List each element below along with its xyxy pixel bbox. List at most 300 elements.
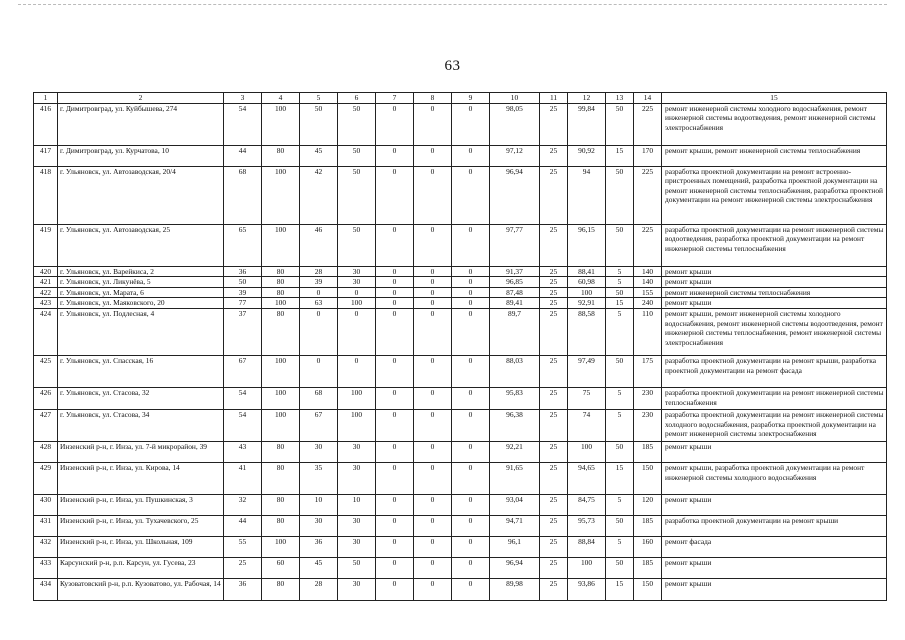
col9-cell: 0 [452, 515, 490, 536]
col3-cell: 32 [224, 494, 262, 515]
col13-cell: 50 [606, 166, 634, 224]
col14-cell: 185 [634, 557, 662, 578]
col9-cell: 0 [452, 287, 490, 298]
col13-cell: 50 [606, 515, 634, 536]
col13-cell: 5 [606, 387, 634, 409]
col7-cell: 0 [376, 103, 414, 145]
col6-cell: 50 [338, 166, 376, 224]
col7-cell: 0 [376, 515, 414, 536]
col10-cell: 94,71 [490, 515, 540, 536]
col14-cell: 230 [634, 409, 662, 441]
col12-cell: 88,58 [568, 308, 606, 355]
col5-cell: 10 [300, 494, 338, 515]
col12-cell: 96,15 [568, 224, 606, 266]
col9-cell: 0 [452, 266, 490, 277]
works-description-cell: ремонт крыши [662, 557, 887, 578]
col12-cell: 94 [568, 166, 606, 224]
col11-cell: 25 [540, 387, 568, 409]
col5-cell: 68 [300, 387, 338, 409]
col4-cell: 80 [262, 494, 300, 515]
row-number: 425 [34, 355, 58, 387]
col11-cell: 25 [540, 536, 568, 557]
col3-cell: 54 [224, 103, 262, 145]
col6-cell: 100 [338, 409, 376, 441]
col8-cell: 0 [414, 103, 452, 145]
col10-cell: 91,37 [490, 266, 540, 277]
col6-cell: 30 [338, 515, 376, 536]
col6-cell: 100 [338, 387, 376, 409]
col14-cell: 185 [634, 515, 662, 536]
col14-cell: 230 [634, 387, 662, 409]
row-number: 416 [34, 103, 58, 145]
table-row [34, 409, 887, 441]
col8-cell: 0 [414, 277, 452, 288]
col8-cell: 0 [414, 166, 452, 224]
table-row [34, 355, 887, 387]
table-body [34, 103, 887, 600]
col14-cell: 140 [634, 266, 662, 277]
address-cell: Инзенский р-н, г. Инза, ул. Пушкинская, 3 [58, 494, 224, 515]
col11-cell: 25 [540, 145, 568, 166]
col9-cell: 0 [452, 462, 490, 494]
col11-cell: 25 [540, 515, 568, 536]
col6-cell: 30 [338, 462, 376, 494]
col4-cell: 60 [262, 557, 300, 578]
col3-cell: 41 [224, 462, 262, 494]
works-description-cell: ремонт крыши, ремонт инженерной системы холодного водоснабжения, ремонт инженерной системы водоотведения, ремонт инженерной системы теплоснабжения, ремонт инженерной системы электроснабжения [662, 308, 887, 355]
col8-cell: 0 [414, 387, 452, 409]
page-number: 63 [444, 58, 461, 74]
col14-cell: 185 [634, 441, 662, 462]
col12-cell: 100 [568, 287, 606, 298]
col5-cell: 39 [300, 277, 338, 288]
col7-cell: 0 [376, 355, 414, 387]
col5-cell: 30 [300, 441, 338, 462]
table-row [34, 166, 887, 224]
col3-cell: 37 [224, 308, 262, 355]
address-cell: г. Ульяновск, ул. Автозаводская, 20/4 [58, 166, 224, 224]
works-description-cell: ремонт крыши [662, 441, 887, 462]
col3-cell: 43 [224, 441, 262, 462]
works-description-cell: ремонт крыши, ремонт инженерной системы теплоснабжения [662, 145, 887, 166]
col5-cell: 0 [300, 287, 338, 298]
col12-cell: 94,65 [568, 462, 606, 494]
address-cell: г. Ульяновск, ул. Маяковского, 20 [58, 298, 224, 309]
col4-cell: 80 [262, 462, 300, 494]
col12-cell: 84,75 [568, 494, 606, 515]
col14-cell: 225 [634, 224, 662, 266]
column-header: 9 [452, 93, 490, 104]
col10-cell: 95,83 [490, 387, 540, 409]
col11-cell: 25 [540, 298, 568, 309]
col3-cell: 25 [224, 557, 262, 578]
col10-cell: 96,1 [490, 536, 540, 557]
table-row [34, 515, 887, 536]
col9-cell: 0 [452, 578, 490, 600]
col9-cell: 0 [452, 224, 490, 266]
address-cell: Карсунский р-н, р.п. Карсун, ул. Гусева, 23 [58, 557, 224, 578]
address-cell: г. Ульяновск, ул. Стасова, 34 [58, 409, 224, 441]
col4-cell: 80 [262, 287, 300, 298]
col7-cell: 0 [376, 224, 414, 266]
column-header: 1 [34, 93, 58, 104]
col4-cell: 100 [262, 409, 300, 441]
col3-cell: 77 [224, 298, 262, 309]
col13-cell: 5 [606, 308, 634, 355]
col7-cell: 0 [376, 387, 414, 409]
col5-cell: 46 [300, 224, 338, 266]
col4-cell: 80 [262, 145, 300, 166]
address-cell: г. Ульяновск, ул. Ликунёва, 5 [58, 277, 224, 288]
col9-cell: 0 [452, 103, 490, 145]
col13-cell: 5 [606, 266, 634, 277]
col12-cell: 99,84 [568, 103, 606, 145]
col6-cell: 30 [338, 277, 376, 288]
col6-cell: 0 [338, 355, 376, 387]
table-row [34, 462, 887, 494]
col3-cell: 50 [224, 277, 262, 288]
col9-cell: 0 [452, 387, 490, 409]
col8-cell: 0 [414, 462, 452, 494]
col7-cell: 0 [376, 308, 414, 355]
col12-cell: 60,98 [568, 277, 606, 288]
works-description-cell: ремонт инженерной системы холодного водоснабжения, ремонт инженерной системы водоотведения, ремонт инженерной системы электроснабжения [662, 103, 887, 145]
col4-cell: 100 [262, 103, 300, 145]
col8-cell: 0 [414, 536, 452, 557]
col12-cell: 97,49 [568, 355, 606, 387]
col10-cell: 93,04 [490, 494, 540, 515]
column-header: 13 [606, 93, 634, 104]
col9-cell: 0 [452, 145, 490, 166]
address-cell: г. Ульяновск, ул. Автозаводская, 25 [58, 224, 224, 266]
col11-cell: 25 [540, 103, 568, 145]
col9-cell: 0 [452, 409, 490, 441]
col5-cell: 42 [300, 166, 338, 224]
col12-cell: 95,73 [568, 515, 606, 536]
works-description-cell: разработка проектной документации на ремонт инженерной системы теплоснабжения [662, 387, 887, 409]
col7-cell: 0 [376, 536, 414, 557]
address-cell: Инзенский р-н, г. Инза, ул. Школьная, 109 [58, 536, 224, 557]
column-header: 7 [376, 93, 414, 104]
col14-cell: 120 [634, 494, 662, 515]
col11-cell: 25 [540, 578, 568, 600]
table-row [34, 277, 887, 288]
col7-cell: 0 [376, 277, 414, 288]
col7-cell: 0 [376, 298, 414, 309]
address-cell: г. Ульяновск, ул. Стасова, 32 [58, 387, 224, 409]
table-row [34, 494, 887, 515]
address-cell: Инзенский р-н, г. Инза, ул. Тухачевского, 25 [58, 515, 224, 536]
row-number: 429 [34, 462, 58, 494]
table-row [34, 224, 887, 266]
column-header: 15 [662, 93, 887, 104]
col4-cell: 80 [262, 266, 300, 277]
col7-cell: 0 [376, 166, 414, 224]
works-description-cell: ремонт крыши [662, 298, 887, 309]
col5-cell: 45 [300, 145, 338, 166]
col8-cell: 0 [414, 145, 452, 166]
col9-cell: 0 [452, 355, 490, 387]
address-cell: г. Димитровград, ул. Куйбышева, 274 [58, 103, 224, 145]
col12-cell: 88,84 [568, 536, 606, 557]
col13-cell: 5 [606, 494, 634, 515]
col10-cell: 89,41 [490, 298, 540, 309]
col8-cell: 0 [414, 494, 452, 515]
table-row [34, 308, 887, 355]
col10-cell: 96,94 [490, 557, 540, 578]
col13-cell: 50 [606, 355, 634, 387]
col7-cell: 0 [376, 462, 414, 494]
col10-cell: 89,7 [490, 308, 540, 355]
row-number: 418 [34, 166, 58, 224]
row-number: 417 [34, 145, 58, 166]
works-description-cell: разработка проектной документации на ремонт инженерной системы водоотведения, разработка проектной документации на ремонт инженерной системы теплоснабжения [662, 224, 887, 266]
col13-cell: 15 [606, 462, 634, 494]
col12-cell: 100 [568, 441, 606, 462]
col10-cell: 98,05 [490, 103, 540, 145]
col4-cell: 100 [262, 387, 300, 409]
address-cell: г. Ульяновск, ул. Подлесная, 4 [58, 308, 224, 355]
col3-cell: 67 [224, 355, 262, 387]
col13-cell: 15 [606, 578, 634, 600]
col7-cell: 0 [376, 145, 414, 166]
col13-cell: 50 [606, 103, 634, 145]
address-cell: Кузоватовский р-н, р.п. Кузоватово, ул. Рабочая, 14 [58, 578, 224, 600]
works-description-cell: ремонт крыши [662, 277, 887, 288]
col5-cell: 28 [300, 266, 338, 277]
col3-cell: 55 [224, 536, 262, 557]
col11-cell: 25 [540, 277, 568, 288]
row-number: 433 [34, 557, 58, 578]
col3-cell: 36 [224, 578, 262, 600]
column-header: 10 [490, 93, 540, 104]
col14-cell: 240 [634, 298, 662, 309]
col5-cell: 30 [300, 515, 338, 536]
column-header: 4 [262, 93, 300, 104]
works-description-cell: ремонт инженерной системы теплоснабжения [662, 287, 887, 298]
col4-cell: 80 [262, 578, 300, 600]
col11-cell: 25 [540, 224, 568, 266]
col5-cell: 67 [300, 409, 338, 441]
col10-cell: 87,48 [490, 287, 540, 298]
row-number: 428 [34, 441, 58, 462]
works-description-cell: разработка проектной документации на ремонт встроенно-пристроенных помещений, разработка проектной документации на ремонт инженерной системы теплоснабжения, разработка проектной документации на ремонт инженерной системы электроснабжения [662, 166, 887, 224]
col10-cell: 96,85 [490, 277, 540, 288]
col14-cell: 150 [634, 578, 662, 600]
col6-cell: 0 [338, 308, 376, 355]
column-number-row [34, 93, 887, 104]
row-number: 434 [34, 578, 58, 600]
column-header: 12 [568, 93, 606, 104]
col9-cell: 0 [452, 536, 490, 557]
col4-cell: 80 [262, 441, 300, 462]
col5-cell: 0 [300, 308, 338, 355]
col5-cell: 45 [300, 557, 338, 578]
col8-cell: 0 [414, 287, 452, 298]
col11-cell: 25 [540, 266, 568, 277]
table-row [34, 298, 887, 309]
col4-cell: 100 [262, 166, 300, 224]
col3-cell: 44 [224, 145, 262, 166]
col4-cell: 80 [262, 308, 300, 355]
row-number: 427 [34, 409, 58, 441]
col10-cell: 89,98 [490, 578, 540, 600]
col4-cell: 80 [262, 277, 300, 288]
table-row [34, 145, 887, 166]
table-row [34, 387, 887, 409]
repair-program-table [33, 92, 887, 601]
col8-cell: 0 [414, 515, 452, 536]
col6-cell: 50 [338, 557, 376, 578]
col3-cell: 36 [224, 266, 262, 277]
col12-cell: 74 [568, 409, 606, 441]
col11-cell: 25 [540, 166, 568, 224]
col6-cell: 50 [338, 224, 376, 266]
row-number: 420 [34, 266, 58, 277]
col7-cell: 0 [376, 266, 414, 277]
col8-cell: 0 [414, 557, 452, 578]
col9-cell: 0 [452, 441, 490, 462]
col14-cell: 170 [634, 145, 662, 166]
col14-cell: 225 [634, 166, 662, 224]
col6-cell: 100 [338, 298, 376, 309]
col10-cell: 96,38 [490, 409, 540, 441]
col6-cell: 30 [338, 536, 376, 557]
col9-cell: 0 [452, 308, 490, 355]
col14-cell: 110 [634, 308, 662, 355]
col10-cell: 91,65 [490, 462, 540, 494]
row-number: 422 [34, 287, 58, 298]
col12-cell: 90,92 [568, 145, 606, 166]
col6-cell: 30 [338, 266, 376, 277]
address-cell: Инзенский р-н, г. Инза, ул. 7-й микрорайон, 39 [58, 441, 224, 462]
col11-cell: 25 [540, 355, 568, 387]
col7-cell: 0 [376, 441, 414, 462]
col4-cell: 100 [262, 298, 300, 309]
table-row [34, 103, 887, 145]
row-number: 430 [34, 494, 58, 515]
works-description-cell: разработка проектной документации на ремонт инженерной системы холодного водоснабжения, разработка проектной документации на ремонт инженерной системы электроснабжения [662, 409, 887, 441]
table-row [34, 441, 887, 462]
column-header: 11 [540, 93, 568, 104]
row-number: 419 [34, 224, 58, 266]
col8-cell: 0 [414, 224, 452, 266]
col12-cell: 92,91 [568, 298, 606, 309]
column-header: 6 [338, 93, 376, 104]
table-row [34, 287, 887, 298]
col3-cell: 65 [224, 224, 262, 266]
col7-cell: 0 [376, 287, 414, 298]
col10-cell: 97,12 [490, 145, 540, 166]
col12-cell: 100 [568, 557, 606, 578]
col3-cell: 39 [224, 287, 262, 298]
col14-cell: 175 [634, 355, 662, 387]
col6-cell: 50 [338, 145, 376, 166]
col13-cell: 50 [606, 224, 634, 266]
col3-cell: 68 [224, 166, 262, 224]
col5-cell: 28 [300, 578, 338, 600]
column-header: 3 [224, 93, 262, 104]
row-number: 424 [34, 308, 58, 355]
col8-cell: 0 [414, 441, 452, 462]
col11-cell: 25 [540, 462, 568, 494]
col12-cell: 75 [568, 387, 606, 409]
col4-cell: 100 [262, 355, 300, 387]
table-row [34, 536, 887, 557]
col11-cell: 25 [540, 409, 568, 441]
col11-cell: 25 [540, 287, 568, 298]
col10-cell: 96,94 [490, 166, 540, 224]
scan-top-edge [18, 4, 887, 5]
col9-cell: 0 [452, 557, 490, 578]
col5-cell: 35 [300, 462, 338, 494]
col7-cell: 0 [376, 494, 414, 515]
col4-cell: 100 [262, 224, 300, 266]
col9-cell: 0 [452, 298, 490, 309]
row-number: 421 [34, 277, 58, 288]
col10-cell: 92,21 [490, 441, 540, 462]
col8-cell: 0 [414, 578, 452, 600]
table-row [34, 266, 887, 277]
col8-cell: 0 [414, 298, 452, 309]
col11-cell: 25 [540, 441, 568, 462]
col8-cell: 0 [414, 266, 452, 277]
col5-cell: 50 [300, 103, 338, 145]
works-description-cell: ремонт фасада [662, 536, 887, 557]
col13-cell: 50 [606, 287, 634, 298]
col14-cell: 140 [634, 277, 662, 288]
col11-cell: 25 [540, 494, 568, 515]
col4-cell: 100 [262, 536, 300, 557]
col4-cell: 80 [262, 515, 300, 536]
col8-cell: 0 [414, 308, 452, 355]
row-number: 426 [34, 387, 58, 409]
col7-cell: 0 [376, 578, 414, 600]
col10-cell: 97,77 [490, 224, 540, 266]
col13-cell: 15 [606, 145, 634, 166]
col14-cell: 160 [634, 536, 662, 557]
works-description-cell: ремонт крыши [662, 578, 887, 600]
col14-cell: 150 [634, 462, 662, 494]
col9-cell: 0 [452, 277, 490, 288]
col5-cell: 36 [300, 536, 338, 557]
col8-cell: 0 [414, 409, 452, 441]
column-header: 8 [414, 93, 452, 104]
works-description-cell: ремонт крыши [662, 494, 887, 515]
col6-cell: 30 [338, 441, 376, 462]
address-cell: Инзенский р-н, г. Инза, ул. Кирова, 14 [58, 462, 224, 494]
col6-cell: 30 [338, 578, 376, 600]
col10-cell: 88,03 [490, 355, 540, 387]
col6-cell: 10 [338, 494, 376, 515]
col11-cell: 25 [540, 308, 568, 355]
column-header: 14 [634, 93, 662, 104]
col12-cell: 88,41 [568, 266, 606, 277]
col3-cell: 54 [224, 387, 262, 409]
table-row [34, 557, 887, 578]
col5-cell: 0 [300, 355, 338, 387]
column-header: 2 [58, 93, 224, 104]
col13-cell: 5 [606, 536, 634, 557]
works-description-cell: разработка проектной документации на ремонт крыши, разработка проектной документации на ремонт фасада [662, 355, 887, 387]
col6-cell: 0 [338, 287, 376, 298]
col3-cell: 44 [224, 515, 262, 536]
col13-cell: 5 [606, 409, 634, 441]
address-cell: г. Ульяновск, ул. Марата, 6 [58, 287, 224, 298]
col11-cell: 25 [540, 557, 568, 578]
row-number: 431 [34, 515, 58, 536]
col13-cell: 15 [606, 298, 634, 309]
